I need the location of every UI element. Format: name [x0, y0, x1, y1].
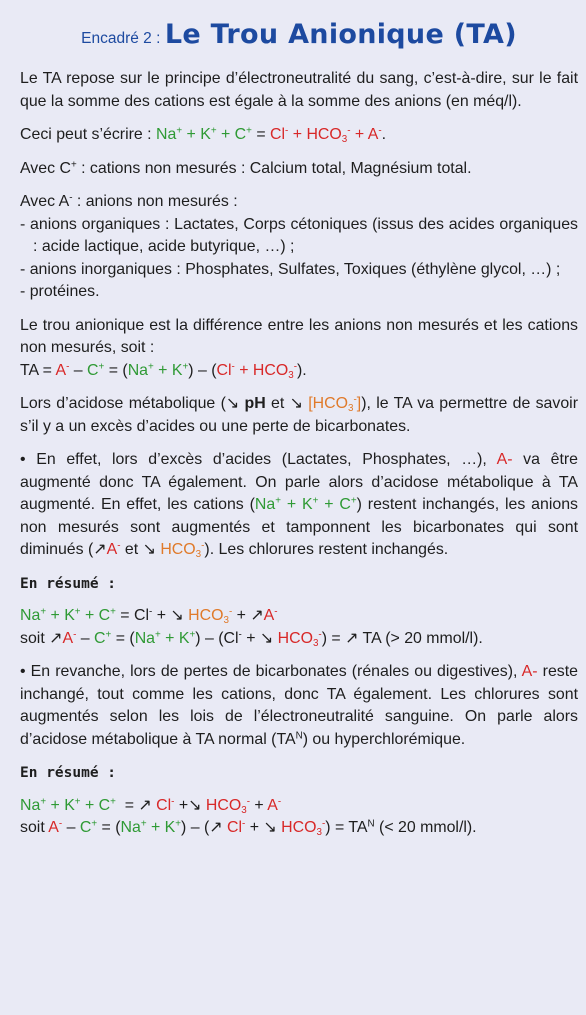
- box-title: [20, 18, 578, 56]
- case-acids-paragraph: • En effet, lors d’excès d’acides (Lactates, Phosphates, …), A- va être augmenté donc TA également. On parle alors d’acidose métabolique à TA augmenté. En effet, les cations (Na+ + K+ + C+) restent inchangés, les anions non mesurés sont augmentés et tamponnent les bicarbonates qui sont diminués (↗A- et ↘ $HCO_3^-$). Les chlorures restent inchangés.: [20, 451, 578, 560]
- summary-1-line-2: soit ↗A- – C+ = (Na+ + K+) – (Cl- + ↘ $HCO_3^-$) = ↗ TA (> 20 mmol/l).: [20, 629, 483, 649]
- title-prefix: Encadré 2 :: [81, 30, 161, 47]
- case-bicarbonate-paragraph: • En revanche, lors de pertes de bicarbonates (rénales ou digestives), A- reste inchangé, tout comme les cations, donc TA également. Les chlorures sont augmentés selon les lois de l’électroneutralité sanguine. On parle alors d’acidose métabolique à TA normal $(TA^N)$ ou hyperchlorémique.: [20, 663, 578, 748]
- anions-list: [20, 214, 578, 304]
- summary-heading-2: En résumé :: [20, 765, 117, 781]
- ta-formula: TA = $A^- - C^+ = (Na^+ + K^+) - (Cl^- + HCO_3^-)$.: [20, 361, 307, 381]
- list-item: - anions inorganiques : Phosphates, Sulfates, Toxiques (éthylène glycol, …) ;: [20, 260, 561, 278]
- title-main: Le Trou Anionique (TA): [164, 19, 517, 50]
- list-item: - protéines.: [20, 283, 100, 300]
- list-item: - anions organiques : Lactates, Corps cétoniques (issus des acides organiques : acide lactique, acide butyrique, …) ;: [20, 215, 578, 255]
- intro-paragraph: Le TA repose sur le principe d’électroneutralité du sang, c’est-à-dire, sur le fait que la somme des cations est égale à la somme des anions (en méq/l).: [20, 70, 578, 110]
- summary-1-line-1: Na+ + K+ + C+ = Cl- + ↘ $HCO_3^-$ + ↗A-: [20, 606, 278, 626]
- anions-paragraph: Avec A- : anions non mesurés :: [20, 192, 238, 210]
- summary-2-line-2: soit A- – C+ = (Na+ + K+) – (↗ Cl- + ↘ $HCO_3^-) = TA^N$ (< 20 mmol/l).: [20, 818, 477, 838]
- acidose-paragraph: Lors d’acidose métabolique (↘ pH et ↘ $[HCO_3^-]$), le TA va permettre de savoir s’il y a un excès d’acides ou une perte de bicarbonates.: [20, 394, 579, 435]
- definition-paragraph: Le trou anionique est la différence entre les anions non mesurés et les cations non mesurés, soit :: [20, 316, 578, 356]
- summary-2-line-1: Na+ + K+ + C+ = ↗ Cl- +↘ $HCO_3^- + A^-$: [20, 796, 282, 816]
- equation-1-line: Ceci peut s’écrire : $Na^+ + K^+ + C^+ = Cl^- + HCO_3^- + A^-$.: [20, 125, 387, 145]
- cations-paragraph: Avec C+ : cations non mesurés : Calcium total, Magnésium total.: [20, 159, 472, 177]
- summary-heading-1: En résumé :: [20, 575, 117, 592]
